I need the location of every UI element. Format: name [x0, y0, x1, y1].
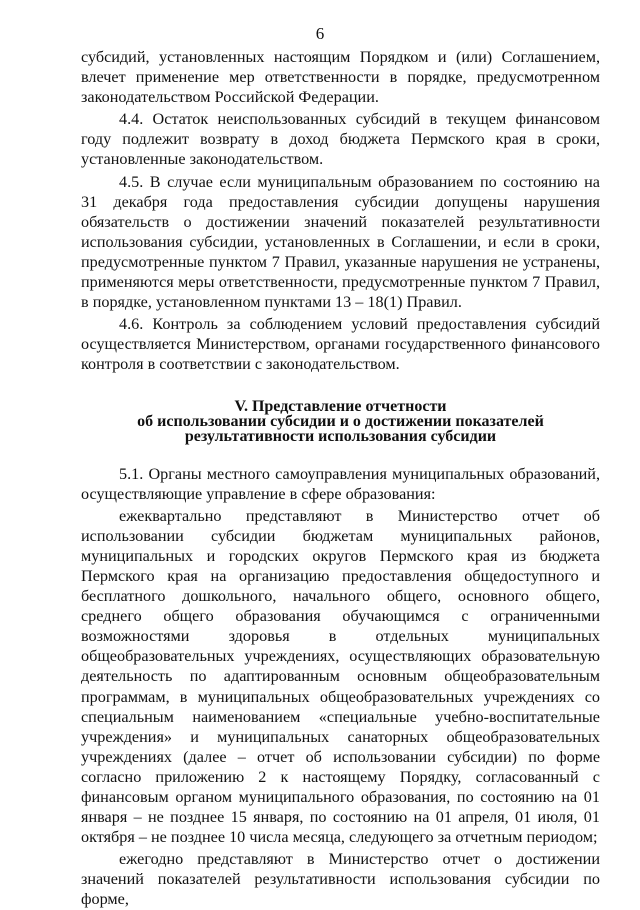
- paragraph-continuation: субсидий, установленных настоящим Порядком и (или) Соглашением, влечет применение мер ответственности в порядке, предусмотренном законодательством Российской Федерации.: [81, 48, 600, 107]
- document-body: [81, 47, 600, 910]
- paragraph-5-1: 5.1. Органы местного самоуправления муниципальных образований, осуществляющие управление в сфере образования:: [81, 464, 600, 503]
- page-number: 6: [315, 24, 325, 43]
- paragraph-4-5: 4.5. В случае если муниципальным образованием по состоянию на 31 декабря года предоставления субсидии допущены нарушения обязательств о достижении значений показателей результативности использования субсидии, установленных в Соглашении, и если в сроки, предусмотренные пунктом 7 Правил, указанные нарушения не устранены, применяются меры ответственности, предусмотренные пунктом 7 Правил, в порядке, установленном пунктами 13 – 18(1) Правил.: [81, 172, 600, 312]
- section-heading-line-3: результативности использования субсидии: [184, 427, 497, 445]
- section-v-heading: [81, 399, 600, 444]
- paragraph-quarterly-report: ежеквартально представляют в Министерство отчет об использовании субсидии бюджетам муниципальных районов, муниципальных и городских округов Пермского края из бюджета Пермского края на организацию предоставления общедоступного и бесплатного дошкольного, начального общего, основного общего, среднего общего образования обучающимся с ограниченными возможностями здоровья в отдельных муниципальных общеобразовательных учреждениях, осуществляющих образовательную деятельность по адаптированным основным общеобразовательным программам, в муниципальных общеобразовательных учреждениях со специальным наименованием «специальные учебно-воспитательные учреждения» и муниципальных санаторных общеобразовательных учреждениях (далее – отчет об использовании субсидии) по форме согласно приложению 2 к настоящему Порядку, согласованный с финансовым органом муниципального образования, по состоянию на 01 января – не позднее 15 января, по состоянию на 01 апреля, 01 июля, 01 октября – не позднее 10 числа месяца, следующего за отчетным периодом;: [81, 506, 600, 847]
- paragraph-4-4: 4.4. Остаток неиспользованных субсидий в текущем финансовом году подлежит возврату в доход бюджета Пермского края в сроки, установленные законодательством.: [81, 110, 600, 169]
- paragraph-annual-report: ежегодно представляют в Министерство отчет о достижении значений показателей результативности использования субсидии по форме,: [81, 850, 600, 909]
- paragraph-4-6: 4.6. Контроль за соблюдением условий предоставления субсидий осуществляется Министерством, органами государственного финансового контроля в соответствии с законодательством.: [81, 315, 600, 374]
- section-heading-line-1: V. Представление отчетности: [234, 397, 447, 415]
- section-heading-line-2: об использовании субсидии и о достижении показателей: [137, 412, 544, 430]
